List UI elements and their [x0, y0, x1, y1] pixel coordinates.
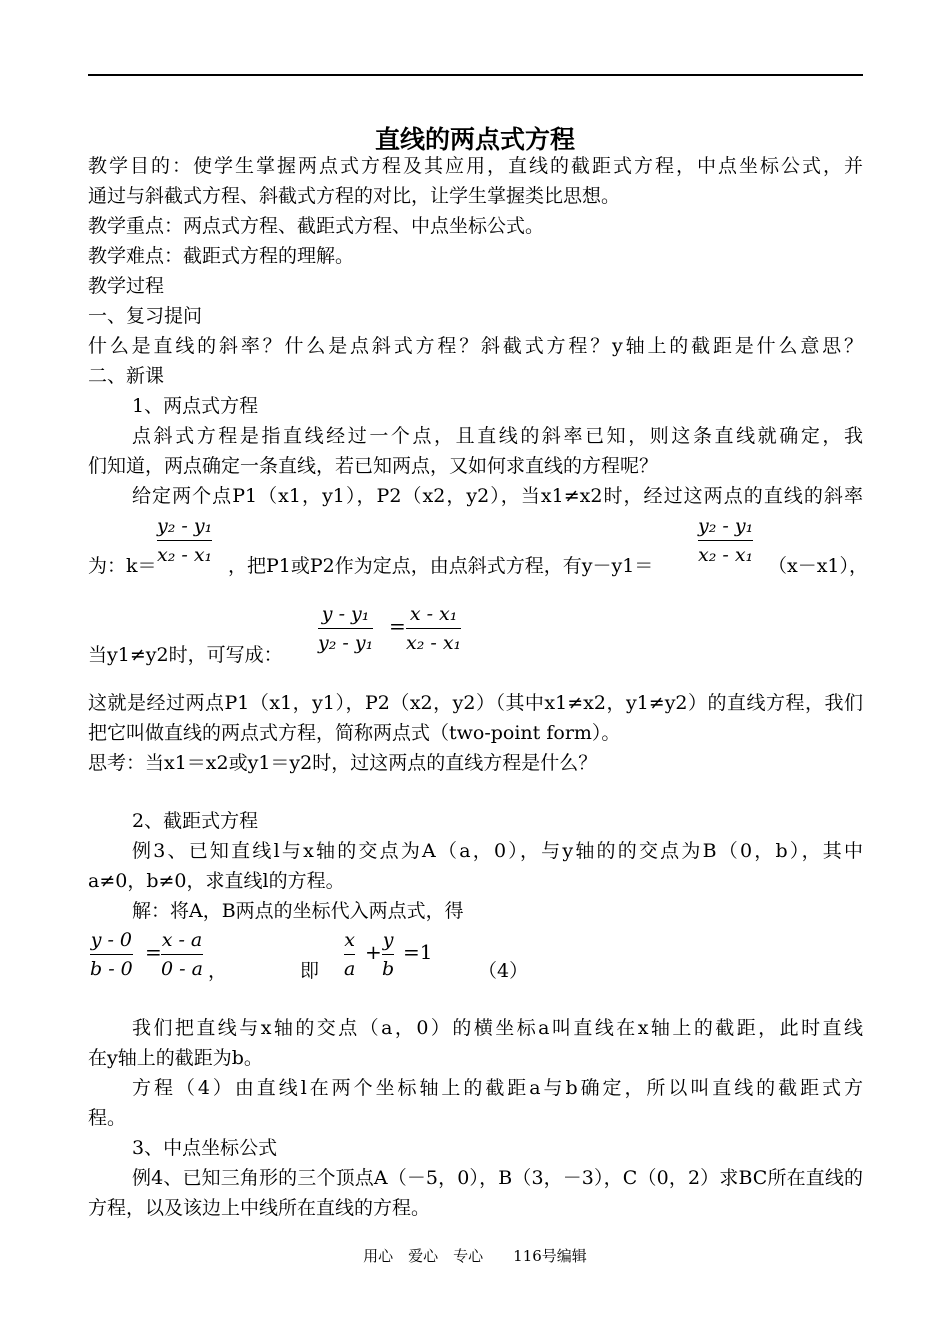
s2-paragraph-1a: 我们把直线与x轴的交点（a，0）的横坐标a叫直线在x轴上的截距，此时直线 — [132, 1017, 863, 1039]
s3-example-a: 例4、已知三角形的三个顶点A（－5，0），B（3，－3），C（0，2）求BC所在直线的 — [132, 1167, 863, 1189]
aim-line-1: 教学目的：使学生掌握两点式方程及其应用，直线的截距式方程，中点坐标公式，并 — [88, 155, 863, 177]
new-lesson-heading: 二、新课 — [88, 365, 165, 387]
s2-paragraph-1b: 在y轴上的截距为b。 — [88, 1047, 263, 1069]
process-heading: 教学过程 — [88, 275, 165, 297]
document-title: 直线的两点式方程 — [374, 125, 575, 154]
slope-middle-text: ，把P1或P2作为定点，由点斜式方程，有y－y1＝ — [228, 555, 654, 577]
slope-prefix: 为：k＝ — [88, 555, 157, 577]
fraction-bar — [90, 954, 133, 955]
focus-line: 教学重点：两点式方程、截距式方程、中点坐标公式。 — [88, 215, 545, 237]
intercept-left-denominator: b - 0 — [90, 958, 133, 980]
point-slope-fraction — [698, 514, 753, 567]
s2-example-a: 例3、已知直线l与x轴的交点为A（a，0），与y轴的的交点为B（0，b），其中 — [132, 840, 863, 862]
aim-line-2: 通过与斜截式方程、斜截式方程的对比，让学生掌握类比思想。 — [88, 185, 621, 207]
s1-paragraph-1b: 们知道，两点确定一条直线，若已知两点，又如何求直线的方程呢？ — [88, 455, 659, 477]
fraction-bar — [318, 628, 373, 629]
section-3-heading: 3、中点坐标公式 — [132, 1137, 278, 1159]
intercept-left-fraction — [90, 928, 133, 981]
page-footer: 用心 爱心 专心 116号编辑 — [363, 1247, 587, 1265]
fraction-bar — [157, 540, 212, 541]
s1-paragraph-3a: 这就是经过两点P1（x1，y1），P2（x2，y2）（其中x1≠x2，y1≠y2）的直线方程，我们 — [88, 692, 863, 714]
intercept-y-fraction — [382, 928, 394, 981]
intercept-x-numerator: x — [344, 929, 356, 951]
s1-think: 思考：当x1＝x2或y1＝y2时，过这两点的直线方程是什么？ — [88, 752, 598, 774]
s2-paragraph-2b: 程。 — [88, 1107, 127, 1129]
intercept-y-denominator: b — [382, 958, 395, 980]
intercept-right-fraction — [161, 928, 203, 981]
intercept-right-numerator: x - a — [161, 929, 203, 951]
two-point-left-numerator: y - y₁ — [321, 603, 370, 625]
s2-example-b: a≠0，b≠0，求直线l的方程。 — [88, 870, 345, 892]
intercept-x-fraction — [344, 928, 355, 981]
slope-denominator: x₂ - x₁ — [157, 544, 213, 566]
s3-example-b: 方程，以及该边上中线所在直线的方程。 — [88, 1197, 431, 1219]
review-heading: 一、复习提问 — [88, 305, 203, 327]
two-point-right-numerator: x - x₁ — [409, 603, 458, 625]
ji-text: 即 — [300, 960, 320, 982]
slope-numerator: y₂ - y₁ — [157, 515, 213, 537]
two-point-left-denominator: y₂ - y₁ — [318, 632, 374, 654]
difficulty-line: 教学难点：截距式方程的理解。 — [88, 245, 355, 267]
s2-paragraph-2a: 方程（4）由直线l在两个坐标轴上的截距a与b确定，所以叫直线的截距式方 — [132, 1077, 863, 1099]
intercept-left-numerator: y - 0 — [90, 929, 133, 951]
equals-sign: = — [389, 614, 406, 638]
two-point-intro: 当y1≠y2时，可写成： — [88, 644, 283, 666]
two-point-right-denominator: x₂ - x₁ — [406, 632, 462, 654]
slope-suffix: （x－x1）， — [768, 555, 869, 577]
fraction-bar — [161, 954, 203, 955]
fraction-bar — [406, 628, 461, 629]
two-point-left-fraction — [318, 602, 373, 655]
fraction-bar — [382, 954, 394, 955]
s1-paragraph-1a: 点斜式方程是指直线经过一个点，且直线的斜率已知，则这条直线就确定，我 — [132, 425, 863, 447]
point-slope-denominator: x₂ - x₁ — [698, 544, 754, 566]
intercept-y-numerator: y — [382, 929, 394, 951]
fraction-bar — [698, 540, 753, 541]
slope-fraction — [157, 514, 212, 567]
header-rule — [88, 74, 863, 76]
s2-solution: 解：将A，B两点的坐标代入两点式，得 — [132, 900, 464, 922]
equals-one: =1 — [403, 940, 433, 964]
section-1-heading: 1、两点式方程 — [132, 395, 259, 417]
comma: ， — [208, 960, 228, 982]
equation-number: （4） — [478, 960, 529, 982]
two-point-right-fraction — [406, 602, 461, 655]
equals-sign: = — [145, 940, 162, 964]
intercept-right-denominator: 0 - a — [161, 958, 203, 980]
review-question: 什么是直线的斜率？什么是点斜式方程？斜截式方程？y轴上的截距是什么意思？ — [88, 335, 863, 357]
s1-paragraph-3b: 把它叫做直线的两点式方程，简称两点式（two-point form）。 — [88, 722, 621, 744]
section-2-heading: 2、截距式方程 — [132, 810, 259, 832]
plus-sign: + — [365, 940, 382, 964]
fraction-bar — [344, 954, 355, 955]
intercept-x-denominator: a — [344, 958, 356, 980]
s1-paragraph-2: 给定两个点P1（x1，y1），P2（x2，y2），当x1≠x2时，经过这两点的直线的斜率 — [132, 485, 863, 507]
point-slope-numerator: y₂ - y₁ — [698, 515, 754, 537]
